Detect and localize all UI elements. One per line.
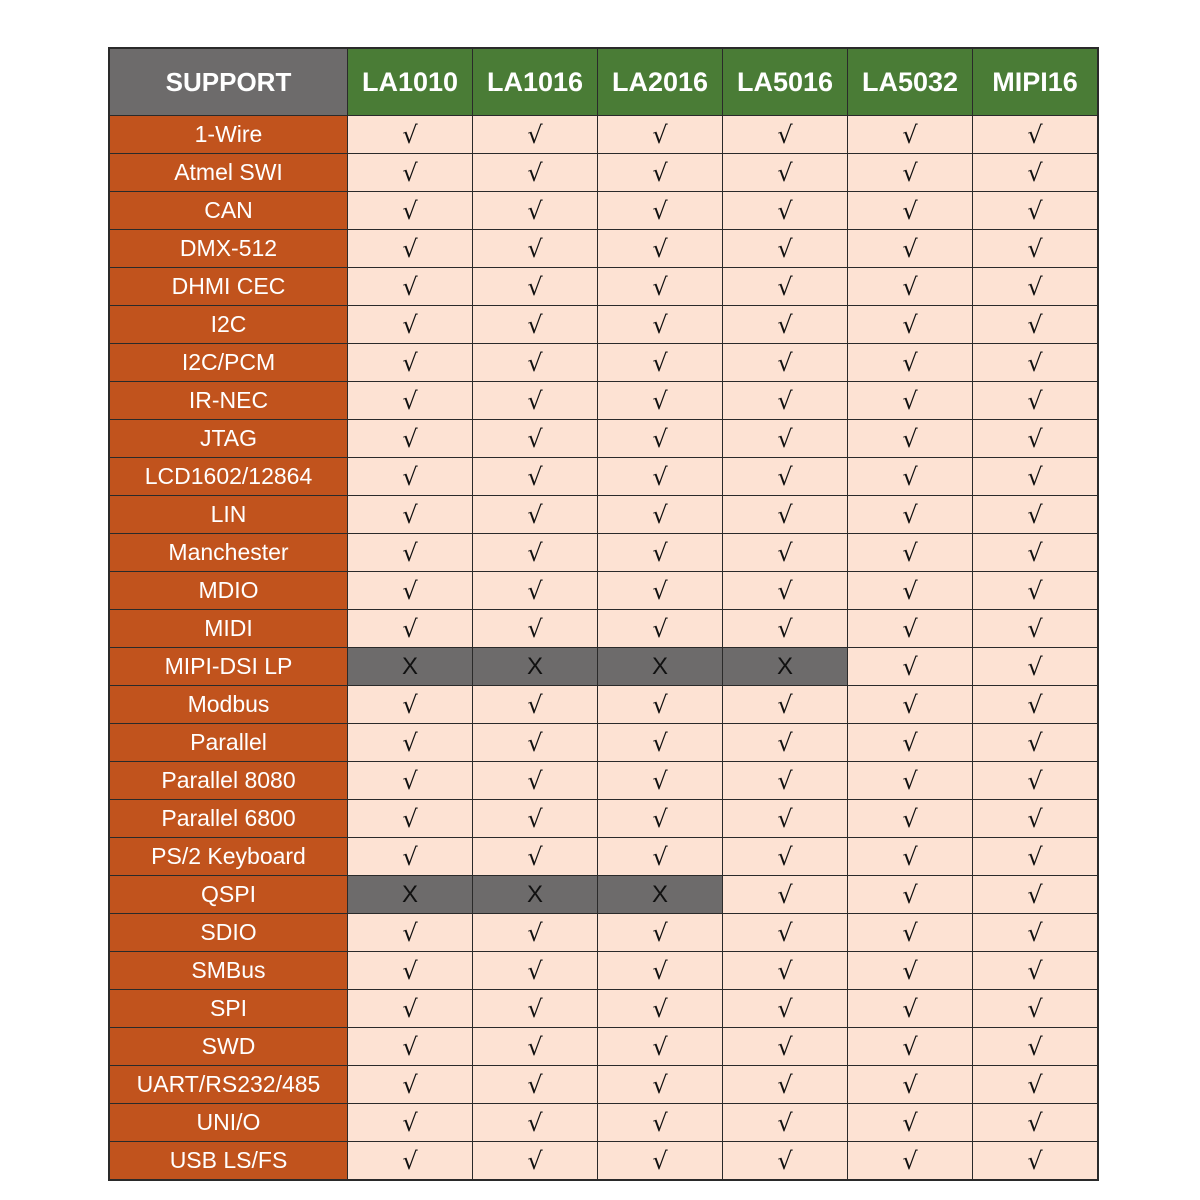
supported-mark: √ <box>598 534 722 571</box>
supported-mark: √ <box>348 914 472 951</box>
supported-mark: √ <box>598 268 722 305</box>
supported-mark: √ <box>348 724 472 761</box>
supported-mark: √ <box>973 800 1097 837</box>
supported-mark: √ <box>598 952 722 989</box>
supported-mark: √ <box>473 686 597 723</box>
supported-mark: √ <box>348 800 472 837</box>
header-model-mipi16: MIPI16 <box>973 49 1097 115</box>
supported-mark: √ <box>848 116 972 153</box>
protocol-label: SDIO <box>110 914 347 951</box>
header-model-la5032: LA5032 <box>848 49 972 115</box>
protocol-label: I2C <box>110 306 347 343</box>
protocol-label: Parallel 6800 <box>110 800 347 837</box>
supported-mark: √ <box>723 800 847 837</box>
supported-mark: √ <box>598 230 722 267</box>
supported-mark: √ <box>723 876 847 913</box>
supported-mark: √ <box>973 572 1097 609</box>
supported-mark: √ <box>473 762 597 799</box>
supported-mark: √ <box>598 762 722 799</box>
supported-mark: √ <box>348 458 472 495</box>
protocol-label: DMX-512 <box>110 230 347 267</box>
supported-mark: √ <box>598 1142 722 1179</box>
supported-mark: √ <box>473 420 597 457</box>
supported-mark: √ <box>473 1066 597 1103</box>
supported-mark: √ <box>348 496 472 533</box>
supported-mark: √ <box>473 914 597 951</box>
supported-mark: √ <box>723 154 847 191</box>
supported-mark: √ <box>348 610 472 647</box>
protocol-label: DHMI CEC <box>110 268 347 305</box>
supported-mark: √ <box>973 116 1097 153</box>
protocol-label: PS/2 Keyboard <box>110 838 347 875</box>
supported-mark: √ <box>723 1066 847 1103</box>
protocol-label: QSPI <box>110 876 347 913</box>
protocol-label: IR-NEC <box>110 382 347 419</box>
supported-mark: √ <box>473 306 597 343</box>
supported-mark: √ <box>723 268 847 305</box>
supported-mark: √ <box>723 610 847 647</box>
supported-mark: √ <box>473 116 597 153</box>
supported-mark: √ <box>848 1066 972 1103</box>
supported-mark: √ <box>848 382 972 419</box>
unsupported-mark: X <box>473 648 597 685</box>
supported-mark: √ <box>848 230 972 267</box>
supported-mark: √ <box>473 344 597 381</box>
supported-mark: √ <box>348 192 472 229</box>
protocol-label: LIN <box>110 496 347 533</box>
supported-mark: √ <box>723 382 847 419</box>
supported-mark: √ <box>348 572 472 609</box>
supported-mark: √ <box>473 952 597 989</box>
supported-mark: √ <box>848 648 972 685</box>
supported-mark: √ <box>848 420 972 457</box>
supported-mark: √ <box>473 724 597 761</box>
supported-mark: √ <box>848 534 972 571</box>
supported-mark: √ <box>348 1066 472 1103</box>
supported-mark: √ <box>598 154 722 191</box>
supported-mark: √ <box>973 724 1097 761</box>
supported-mark: √ <box>473 1028 597 1065</box>
supported-mark: √ <box>973 344 1097 381</box>
unsupported-mark: X <box>348 648 472 685</box>
supported-mark: √ <box>723 914 847 951</box>
supported-mark: √ <box>848 1028 972 1065</box>
supported-mark: √ <box>723 1104 847 1141</box>
supported-mark: √ <box>973 914 1097 951</box>
supported-mark: √ <box>973 382 1097 419</box>
supported-mark: √ <box>848 952 972 989</box>
supported-mark: √ <box>723 116 847 153</box>
supported-mark: √ <box>973 1028 1097 1065</box>
supported-mark: √ <box>348 990 472 1027</box>
supported-mark: √ <box>598 458 722 495</box>
unsupported-mark: X <box>598 648 722 685</box>
supported-mark: √ <box>723 1142 847 1179</box>
header-model-la2016: LA2016 <box>598 49 722 115</box>
support-table <box>108 47 1099 1181</box>
supported-mark: √ <box>598 686 722 723</box>
supported-mark: √ <box>973 154 1097 191</box>
supported-mark: √ <box>348 952 472 989</box>
unsupported-mark: X <box>473 876 597 913</box>
supported-mark: √ <box>848 990 972 1027</box>
supported-mark: √ <box>973 762 1097 799</box>
protocol-label: SWD <box>110 1028 347 1065</box>
supported-mark: √ <box>848 192 972 229</box>
supported-mark: √ <box>723 724 847 761</box>
supported-mark: √ <box>598 800 722 837</box>
supported-mark: √ <box>973 306 1097 343</box>
unsupported-mark: X <box>348 876 472 913</box>
supported-mark: √ <box>723 762 847 799</box>
supported-mark: √ <box>973 496 1097 533</box>
supported-mark: √ <box>723 306 847 343</box>
supported-mark: √ <box>973 230 1097 267</box>
supported-mark: √ <box>598 724 722 761</box>
supported-mark: √ <box>848 268 972 305</box>
supported-mark: √ <box>848 1104 972 1141</box>
supported-mark: √ <box>598 610 722 647</box>
supported-mark: √ <box>473 610 597 647</box>
supported-mark: √ <box>848 724 972 761</box>
supported-mark: √ <box>973 838 1097 875</box>
supported-mark: √ <box>848 572 972 609</box>
supported-mark: √ <box>848 458 972 495</box>
supported-mark: √ <box>723 952 847 989</box>
header-model-la1016: LA1016 <box>473 49 597 115</box>
supported-mark: √ <box>848 686 972 723</box>
supported-mark: √ <box>598 914 722 951</box>
supported-mark: √ <box>473 154 597 191</box>
supported-mark: √ <box>848 306 972 343</box>
supported-mark: √ <box>723 838 847 875</box>
unsupported-mark: X <box>598 876 722 913</box>
supported-mark: √ <box>973 1066 1097 1103</box>
supported-mark: √ <box>973 952 1097 989</box>
supported-mark: √ <box>598 382 722 419</box>
supported-mark: √ <box>598 1028 722 1065</box>
protocol-label: I2C/PCM <box>110 344 347 381</box>
protocol-label: 1-Wire <box>110 116 347 153</box>
protocol-label: UNI/O <box>110 1104 347 1141</box>
supported-mark: √ <box>848 154 972 191</box>
supported-mark: √ <box>848 914 972 951</box>
protocol-label: MDIO <box>110 572 347 609</box>
supported-mark: √ <box>473 382 597 419</box>
supported-mark: √ <box>348 534 472 571</box>
supported-mark: √ <box>848 1142 972 1179</box>
supported-mark: √ <box>723 192 847 229</box>
supported-mark: √ <box>973 990 1097 1027</box>
supported-mark: √ <box>973 534 1097 571</box>
supported-mark: √ <box>598 344 722 381</box>
supported-mark: √ <box>348 1142 472 1179</box>
unsupported-mark: X <box>723 648 847 685</box>
supported-mark: √ <box>348 762 472 799</box>
supported-mark: √ <box>473 230 597 267</box>
supported-mark: √ <box>473 800 597 837</box>
supported-mark: √ <box>723 686 847 723</box>
header-support: SUPPORT <box>110 49 347 115</box>
protocol-label: Atmel SWI <box>110 154 347 191</box>
protocol-label: Modbus <box>110 686 347 723</box>
supported-mark: √ <box>598 496 722 533</box>
supported-mark: √ <box>723 572 847 609</box>
header-model-la1010: LA1010 <box>348 49 472 115</box>
supported-mark: √ <box>348 838 472 875</box>
supported-mark: √ <box>973 648 1097 685</box>
supported-mark: √ <box>348 306 472 343</box>
supported-mark: √ <box>473 192 597 229</box>
supported-mark: √ <box>723 458 847 495</box>
supported-mark: √ <box>348 268 472 305</box>
supported-mark: √ <box>848 610 972 647</box>
protocol-label: Parallel <box>110 724 347 761</box>
protocol-label: MIPI-DSI LP <box>110 648 347 685</box>
supported-mark: √ <box>723 990 847 1027</box>
protocol-label: MIDI <box>110 610 347 647</box>
protocol-label: LCD1602/12864 <box>110 458 347 495</box>
supported-mark: √ <box>348 344 472 381</box>
supported-mark: √ <box>473 572 597 609</box>
protocol-label: Parallel 8080 <box>110 762 347 799</box>
supported-mark: √ <box>348 154 472 191</box>
supported-mark: √ <box>348 116 472 153</box>
supported-mark: √ <box>598 1104 722 1141</box>
supported-mark: √ <box>348 1104 472 1141</box>
supported-mark: √ <box>723 344 847 381</box>
supported-mark: √ <box>473 1142 597 1179</box>
supported-mark: √ <box>598 990 722 1027</box>
supported-mark: √ <box>473 496 597 533</box>
supported-mark: √ <box>973 458 1097 495</box>
supported-mark: √ <box>973 1104 1097 1141</box>
supported-mark: √ <box>723 1028 847 1065</box>
supported-mark: √ <box>598 192 722 229</box>
supported-mark: √ <box>723 534 847 571</box>
supported-mark: √ <box>723 420 847 457</box>
supported-mark: √ <box>973 876 1097 913</box>
supported-mark: √ <box>848 838 972 875</box>
supported-mark: √ <box>848 496 972 533</box>
header-model-la5016: LA5016 <box>723 49 847 115</box>
supported-mark: √ <box>348 1028 472 1065</box>
supported-mark: √ <box>973 686 1097 723</box>
supported-mark: √ <box>348 382 472 419</box>
supported-mark: √ <box>848 876 972 913</box>
supported-mark: √ <box>473 534 597 571</box>
supported-mark: √ <box>973 610 1097 647</box>
supported-mark: √ <box>973 192 1097 229</box>
supported-mark: √ <box>973 1142 1097 1179</box>
supported-mark: √ <box>348 686 472 723</box>
supported-mark: √ <box>473 838 597 875</box>
supported-mark: √ <box>473 268 597 305</box>
protocol-label: UART/RS232/485 <box>110 1066 347 1103</box>
supported-mark: √ <box>598 838 722 875</box>
supported-mark: √ <box>348 230 472 267</box>
protocol-label: Manchester <box>110 534 347 571</box>
supported-mark: √ <box>598 572 722 609</box>
supported-mark: √ <box>598 1066 722 1103</box>
supported-mark: √ <box>473 990 597 1027</box>
protocol-label: USB LS/FS <box>110 1142 347 1179</box>
supported-mark: √ <box>473 458 597 495</box>
supported-mark: √ <box>598 420 722 457</box>
supported-mark: √ <box>723 230 847 267</box>
protocol-label: JTAG <box>110 420 347 457</box>
supported-mark: √ <box>598 306 722 343</box>
protocol-label: CAN <box>110 192 347 229</box>
supported-mark: √ <box>473 1104 597 1141</box>
protocol-label: SMBus <box>110 952 347 989</box>
supported-mark: √ <box>973 420 1097 457</box>
supported-mark: √ <box>723 496 847 533</box>
protocol-label: SPI <box>110 990 347 1027</box>
supported-mark: √ <box>973 268 1097 305</box>
supported-mark: √ <box>848 762 972 799</box>
supported-mark: √ <box>348 420 472 457</box>
supported-mark: √ <box>848 344 972 381</box>
supported-mark: √ <box>598 116 722 153</box>
supported-mark: √ <box>848 800 972 837</box>
